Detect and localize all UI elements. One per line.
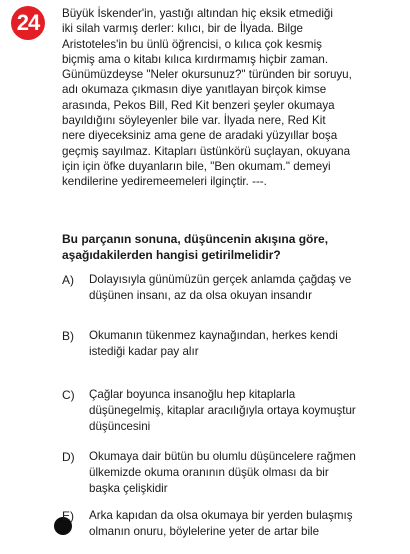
option-text	[89, 387, 404, 435]
option-line: istediği kadar pay alır	[89, 345, 199, 358]
option-letter: A)	[62, 273, 74, 287]
option-line: Okumanın tükenmez kaynağından, herkes kendi	[89, 329, 338, 342]
option-letter: B)	[62, 329, 74, 343]
option-line: Okumaya dair bütün bu olumlu düşüncelere rağmen	[89, 450, 356, 463]
option-text	[89, 508, 404, 540]
passage-line: nere diyeceksiniz ama gene de aradaki yüzyıllar boşa	[62, 129, 338, 143]
option-text	[89, 328, 404, 360]
option-text	[89, 449, 404, 497]
passage-line: bayıldığını söyleyenler bile var. İlyada nere, Red Kit	[62, 114, 326, 128]
option-text	[89, 272, 404, 304]
option-letter: C)	[62, 388, 75, 402]
passage-line: geçmiş sayılmaz. Kitapları üstünkörü suçlayan, okuyana	[62, 144, 351, 158]
option-line: Dolayısıyla günümüzün gerçek anlamda çağdaş ve	[89, 273, 352, 286]
option-line: olmanın onuru, böylelerine yeter de artar bile	[89, 525, 320, 538]
passage-line: Büyük İskender'in, yastığı altından hiç eksik etmediği	[62, 7, 333, 20]
option-line: ülkemizde okuma oranının düşük olması da bir	[89, 466, 329, 479]
passage-line: Günümüzdeyse "Neler okursunuz?" türünden bir soruyu,	[62, 68, 352, 82]
passage-text	[62, 6, 402, 190]
option-letter: D)	[62, 450, 75, 464]
prompt-line: Bu parçanın sonuna, düşüncenin akışına göre,	[62, 232, 329, 246]
passage-line: için için öfke duyanların bile, "Ben okumam." demeyi	[62, 159, 331, 173]
prompt-line: aşağıdakilerden hangisi getirilmelidir?	[62, 248, 281, 262]
option-line: düşünen insanı, az da olsa okuyan insandır	[89, 289, 313, 302]
passage-line: kendilerine yediremeemeleri ilginçtir. ---.	[62, 175, 267, 189]
passage-line: arasında, Pekos Bill, Red Kit benzeri şeyler okumaya	[62, 98, 335, 112]
question-number-badge: 24	[11, 6, 45, 40]
passage-line: biçmiş ama o kitabı kılıca kırdırmamış hiçbir zaman.	[62, 52, 329, 66]
option-line: Arka kapıdan da olsa okumaya bir yerden bulaşmış	[89, 509, 353, 522]
option-line: düşünegelmiş, kitaplar aracılığıyla ortaya koymuştur	[89, 404, 356, 417]
option-letter: E)	[62, 509, 74, 523]
option-line: Çağlar boyunca insanoğlu hep kitaplarla	[89, 388, 296, 401]
question-prompt	[62, 231, 402, 263]
passage-line: Aristoteles'in bu ünlü öğrencisi, o kılıca çok kesmiş	[62, 37, 322, 51]
option-line: başka çelişkidir	[89, 482, 168, 495]
passage-line: adı okumaza çıkmasın diye yanıtlayan birçok kimse	[62, 83, 327, 97]
option-line: düşüncesini	[89, 420, 151, 433]
passage-line: iki silah varmış derler: kılıcı, bir de İlyada. Bilge	[62, 22, 303, 36]
